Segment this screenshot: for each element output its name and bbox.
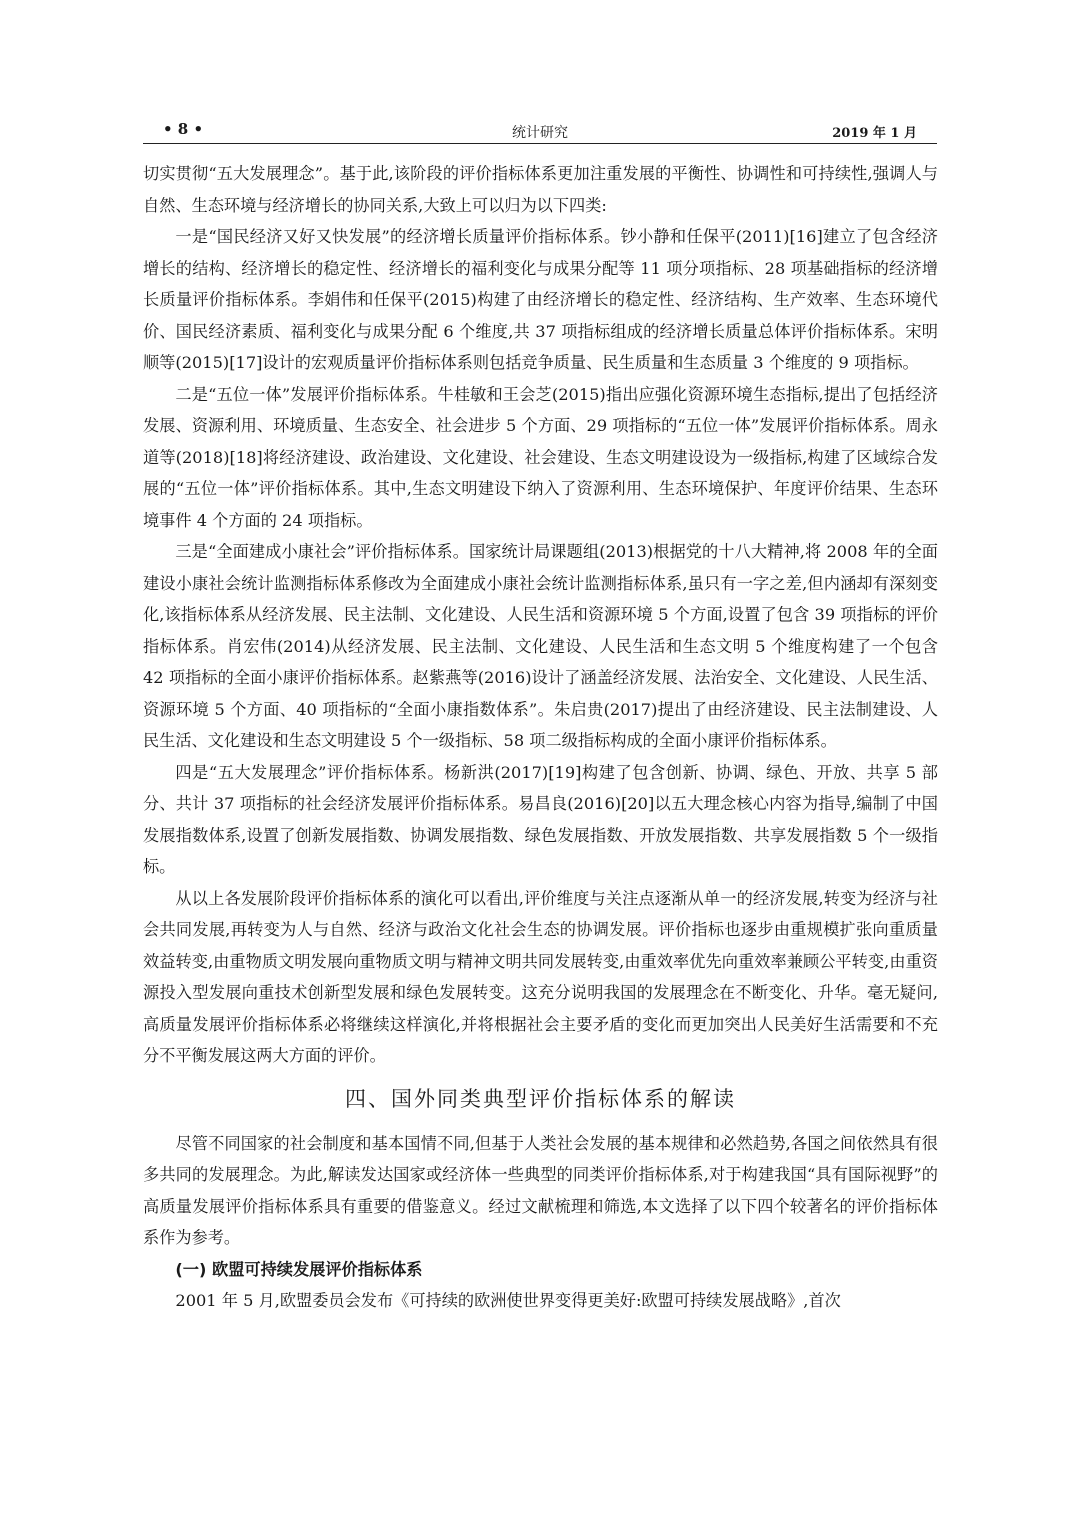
paragraph: 三是“全面建成小康社会”评价指标体系。国家统计局课题组(2013)根据党的十八大精神,将 2008 年的全面建设小康社会统计监测指标体系修改为全面建成小康社会统计监测指标体系,虽只有一字之差,但内涵却有深刻变化,该指标体系从经济发展、民主法制、文化建设、人民生活和资源环境 5 个方面,设置了包含 39 项指标的评价指标体系。肖宏伟(2014)从经济发展、民主法制、文化建设、人民生活和生态文明 5 个维度构建了一个包含 42 项指标的全面小康评价指标体系。赵紫燕等(2016)设计了涵盖经济发展、法治安全、文化建设、人民生活、资源环境 5 个方面、40 项指标的“全面小康指数体系”。朱启贵(2017)提出了由经济建设、民主法制建设、人民生活、文化建设和生态文明建设 5 个一级指标、58 项二级指标构成的全面小康评价指标体系。 bbox=[143, 542, 938, 750]
paragraph: 2001 年 5 月,欧盟委员会发布《可持续的欧洲使世界变得更美好:欧盟可持续发展战略》,首次 bbox=[175, 1291, 841, 1310]
issue-date: 2019 年 1 月 bbox=[832, 126, 917, 141]
paragraph: 四是“五大发展理念”评价指标体系。杨新洪(2017)[19]构建了包含创新、协调、绿色、开放、共享 5 部分、共计 37 项指标的社会经济发展评价指标体系。易昌良(2016)[20]以五大理念核心内容为指导,编制了中国发展指数体系,设置了创新发展指数、协调发展指数、绿色发展指数、开放发展指数、共享发展指数 5 个一级指标。 bbox=[143, 762, 938, 876]
paragraph: 切实贯彻“五大发展理念”。基于此,该阶段的评价指标体系更加注重发展的平衡性、协调性和可持续性,强调人与自然、生态环境与经济增长的协同关系,大致上可以归为以下四类: bbox=[143, 164, 938, 215]
paragraph: 二是“五位一体”发展评价指标体系。牛桂敏和王会芝(2015)指出应强化资源环境生态指标,提出了包括经济发展、资源利用、环境质量、生态安全、社会进步 5 个方面、29 项指标的“五位一体”发展评价指标体系。周永道等(2018)[18]将经济建设、政治建设、文化建设、社会建设、生态文明建设设为一级指标,构建了区域综合发展的“五位一体”评价指标体系。其中,生态文明建设下纳入了资源利用、生态环境保护、年度评价结果、生态环境事件 4 个方面的 24 项指标。 bbox=[143, 384, 938, 530]
page-number: • 8 • bbox=[163, 120, 204, 138]
subsection-heading: (一) 欧盟可持续发展评价指标体系 bbox=[175, 1259, 423, 1279]
section-heading: 四、国外同类典型评价指标体系的解读 bbox=[345, 1086, 736, 1111]
journal-title: 统计研究 bbox=[512, 125, 568, 141]
header-rule bbox=[143, 143, 937, 144]
page-header bbox=[143, 116, 937, 144]
article-body bbox=[143, 158, 938, 1317]
paragraph: 从以上各发展阶段评价指标体系的演化可以看出,评价维度与关注点逐渐从单一的经济发展,转变为经济与社会共同发展,再转变为人与自然、经济与政治文化社会生态的协调发展。评价指标也逐步由重规模扩张向重质量效益转变,由重物质文明发展向重物质文明与精神文明共同发展转变,由重效率优先向重效率兼顾公平转变,由重资源投入型发展向重技术创新型发展和绿色发展转变。这充分说明我国的发展理念在不断变化、升华。毫无疑问,高质量发展评价指标体系必将继续这样演化,并将根据社会主要矛盾的变化而更加突出人民美好生活需要和不充分不平衡发展这两大方面的评价。 bbox=[143, 888, 938, 1065]
paragraph: 尽管不同国家的社会制度和基本国情不同,但基于人类社会发展的基本规律和必然趋势,各国之间依然具有很多共同的发展理念。为此,解读发达国家或经济体一些典型的同类评价指标体系,对于构建我国“具有国际视野”的高质量发展评价指标体系具有重要的借鉴意义。经过文献梳理和筛选,本文选择了以下四个较著名的评价指标体系作为参考。 bbox=[143, 1133, 938, 1247]
paragraph: 一是“国民经济又好又快发展”的经济增长质量评价指标体系。钞小静和任保平(2011)[16]建立了包含经济增长的结构、经济增长的稳定性、经济增长的福利变化与成果分配等 11 项分项指标、28 项基础指标的经济增长质量评价指标体系。李娟伟和任保平(2015)构建了由经济增长的稳定性、经济结构、生产效率、生态环境代价、国民经济素质、福利变化与成果分配 6 个维度,共 37 项指标组成的经济增长质量总体评价指标体系。宋明顺等(2015)[17]设计的宏观质量评价指标体系则包括竞争质量、民生质量和生态质量 3 个维度的 9 项指标。 bbox=[143, 227, 938, 372]
